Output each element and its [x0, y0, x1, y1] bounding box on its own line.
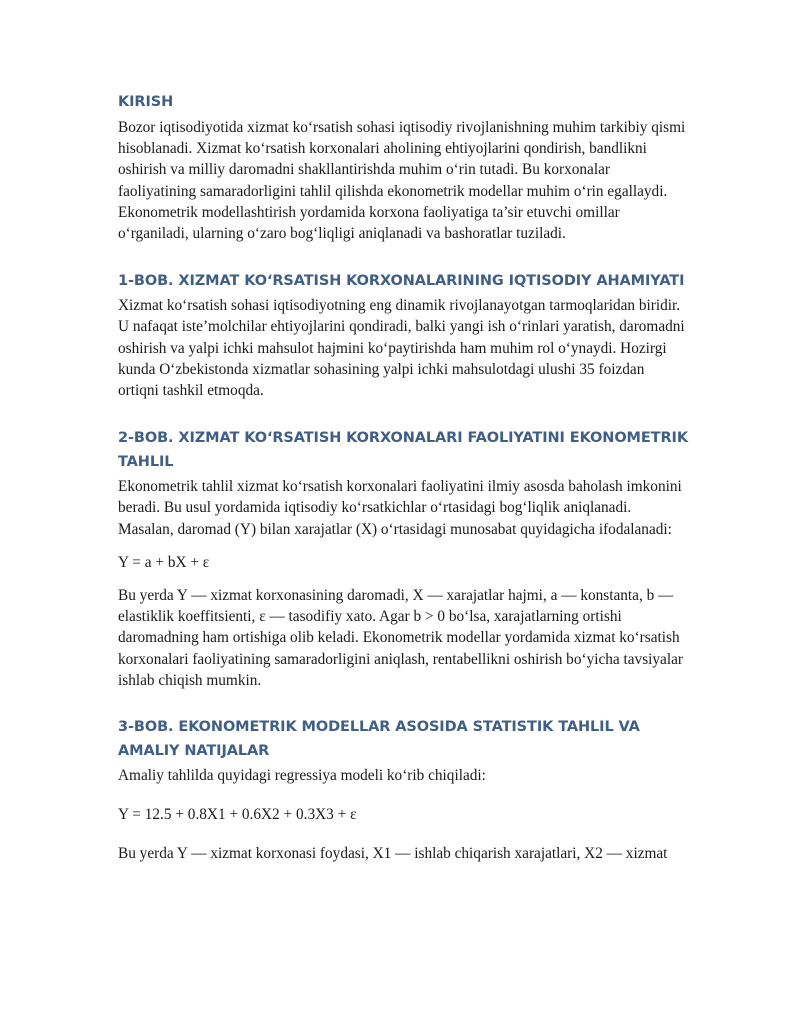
- chapter3-paragraph-explanation: Bu yerda Y — xizmat korxonasi foydasi, X1 — ishlab chiqarish xarajatlari, X2 — xizmat: [118, 845, 668, 863]
- chapter2-formula: Y = a + bX + ε: [118, 553, 210, 571]
- chapter2-paragraph-explanation: Bu yerda Y — xizmat korxonasining daromadi, X — xarajatlar hajmi, a — konstanta, b — elastiklik koeffitsienti, ε — tasodifiy xato. Agar b > 0 bo‘lsa, xarajatlarning ortishi daromadning ham ortishiga olib keladi. Ekonometrik modellar yordamida xizmat ko‘rsatish korxonalari faoliyatining samaradorligini aniqlash, rentabellikni oshirish bo‘yicha tavsiyalar ishlab chiqish mumkin.: [118, 587, 683, 689]
- chapter3-heading: 3-BOB. EKONOMETRIK MODELLAR ASOSIDA STATISTIK TAHLIL VA AMALIY NATIJALAR: [118, 719, 640, 760]
- intro-heading: KIRISH: [118, 94, 174, 110]
- chapter3-paragraph-intro: Amaliy tahlilda quyidagi regressiya modeli ko‘rib chiqiladi:: [118, 767, 486, 785]
- document-body: [118, 90, 688, 865]
- chapter2-paragraph-intro: Ekonometrik tahlil xizmat ko‘rsatish korxonalari faoliyatini ilmiy asosda baholash imkonini beradi. Bu usul yordamida iqtisodiy ko‘rsatkichlar o‘rtasidagi bog‘liqlik aniqlanadi. Masalan, daromad (Y) bilan xarajatlar (X) o‘rtasidagi munosabat quyidagicha ifodalanadi:: [118, 478, 682, 538]
- chapter2-heading: 2-BOB. XIZMAT KO‘RSATISH KORXONALARI FAOLIYATINI EKONOMETRIK TAHLIL: [118, 430, 688, 471]
- intro-paragraph: Bozor iqtisodiyotida xizmat ko‘rsatish sohasi iqtisodiy rivojlanishning muhim tarkibiy qismi hisoblanadi. Xizmat ko‘rsatish korxonalari aholining ehtiyojlarini qondirish, bandlikni oshirish va milliy daromadni shakllantirishda muhim o‘rin tutadi. Bu korxonalar faoliyatining samaradorligini tahlil qilishda ekonometrik modellar muhim o‘rin egallaydi. Ekonometrik modellashtirish yordamida korxona faoliyatiga ta’sir etuvchi omillar o‘rganiladi, ularning o‘zaro bog‘liqligi aniqlanadi va bashoratlar tuziladi.: [118, 119, 686, 243]
- chapter1-heading: 1-BOB. XIZMAT KO‘RSATISH KORXONALARINING IQTISODIY AHAMIYATI: [118, 273, 685, 290]
- chapter1-paragraph: Xizmat ko‘rsatish sohasi iqtisodiyotning eng dinamik rivojlanayotgan tarmoqlaridan biridir. U nafaqat iste’molchilar ehtiyojlarini qondiradi, balki yangi ish o‘rinlari yaratish, daromadni oshirish va yalpi ichki mahsulot hajmini ko‘paytirishda ham muhim rol o‘ynaydi. Hozirgi kunda O‘zbekistonda xizmatlar sohasining yalpi ichki mahsulotdagi ulushi 35 foizdan ortiqni tashkil etmoqda.: [118, 297, 685, 400]
- chapter3-formula: Y = 12.5 + 0.8X1 + 0.6X2 + 0.3X3 + ε: [118, 806, 357, 824]
